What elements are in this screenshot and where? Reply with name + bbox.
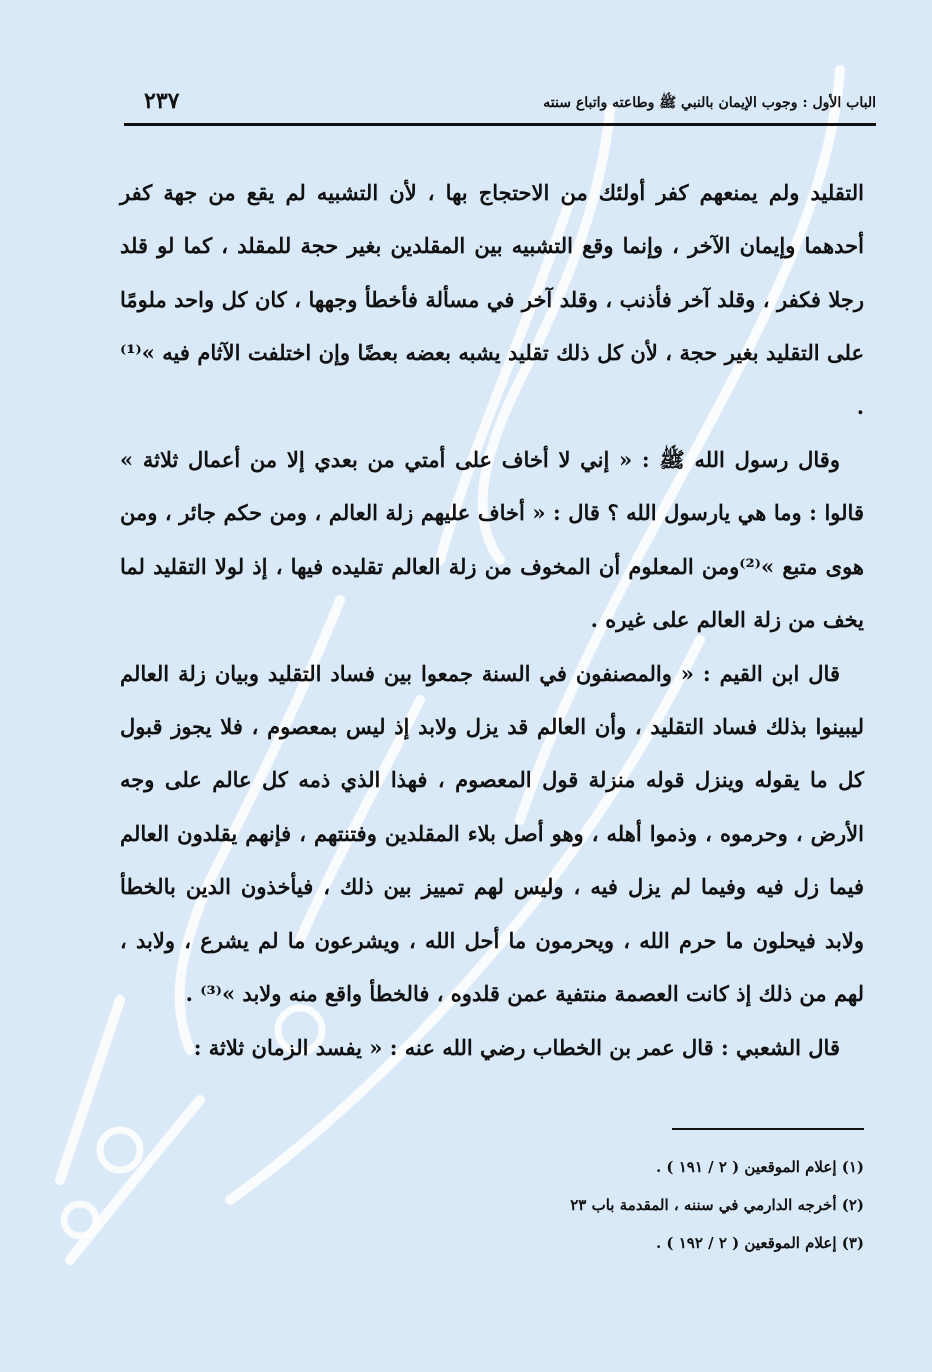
footnote-2: (٢) أخرجه الدارمي في سننه ، المقدمة باب ٢٣	[570, 1196, 864, 1214]
footnotes	[120, 1148, 864, 1262]
paragraph-2: وقال رسول الله ﷺ : « إني لا أخاف على أمتي من بعدي إلا من أعمال ثلاثة » قالوا : وما هي يارسول الله ؟ قال : « أخاف عليهم زلة العالم ، ومن حكم جائر ، ومن هوى متبع »⁽²⁾ومن المعلوم أن المخوف من زلة العالم تقليده فيها ، إذ لولا التقليد لما يخف من زلة العالم على غيره .	[120, 447, 864, 633]
chapter-title: الباب الأول : وجوب الإيمان بالنبي ﷺ وطاعته واتباع سنته	[543, 95, 876, 111]
footnote-1: (١) إعلام الموقعين ( ٢ / ١٩١ ) .	[655, 1158, 864, 1176]
running-header	[124, 86, 876, 122]
paragraph-3: قال ابن القيم : « والمصنفون في السنة جمعوا بين فساد التقليد وبيان زلة العالم ليبينوا بذلك فساد التقليد ، وأن العالم قد يزل ولابد إذ ليس بمعصوم ، فلا يجوز قبول كل ما يقوله وينزل قوله منزلة قول المعصوم ، فهذا الذي ذمه كل عالم على وجه الأرض ، وحرموه ، وذموا أهله ، وهو أصل بلاء المقلدين وفتنتهم ، فإنهم يقلدون العالم فيما زل فيه وفيما لم يزل فيه ، وليس لهم تمييز بين ذلك ، فيأخذون الدين بالخطأ ولابد فيحلون ما حرم الله ، ويحرمون ما أحل الله ، ويشرعون ما لم يشرع ، ولابد ، لهم من ذلك إذ كانت العصمة منتفية عمن قلدوه ، فالخطأ واقع منه ولابد »⁽³⁾ .	[120, 660, 864, 1007]
paragraph-4: قال الشعبي : قال عمر بن الخطاب رضي الله عنه : « يفسد الزمان ثلاثة :	[193, 1034, 840, 1060]
page-number: ٢٣٧	[144, 88, 180, 114]
footnote-3: (٣) إعلام الموقعين ( ٢ / ١٩٢ ) .	[655, 1234, 864, 1252]
header-divider	[124, 123, 876, 126]
footnote-divider	[672, 1128, 864, 1130]
paragraph-1: التقليد ولم يمنعهم كفر أولئك من الاحتجاج بها ، لأن التشبيه لم يقع من جهة كفر أحدهما وإيمان الآخر ، وإنما وقع التشبيه بين المقلدين بغير حجة للمقلد ، كما لو قلد رجلا فكفر ، وقلد آخر فأذنب ، وقلد آخر في مسألة فأخطأ وجهها ، كان كل واحد ملومًا على التقليد بغير حجة ، لأن كل ذلك تقليد يشبه بعضه بعضًا وإن اختلفت الآثام فيه »⁽¹⁾ .	[120, 180, 864, 419]
main-text	[120, 166, 864, 1074]
